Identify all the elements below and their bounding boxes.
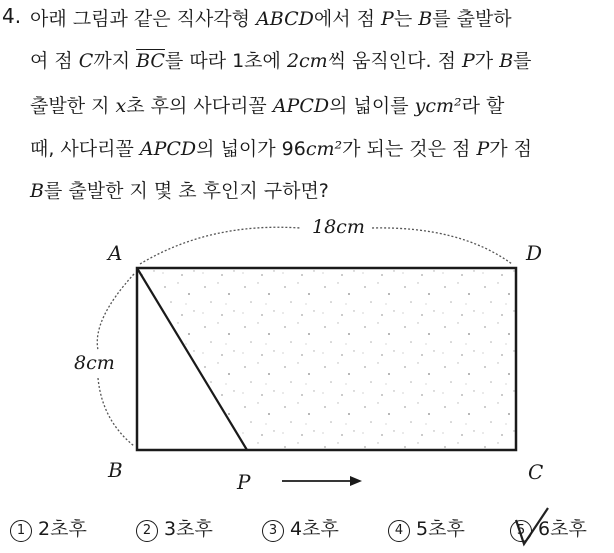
q2-v7: P [461,50,475,72]
vertex-label-p: P [237,470,251,494]
vertex-label-b: B [108,458,123,482]
left-dimension-arc [97,274,134,350]
q2-v9: B [499,50,514,72]
choice-1[interactable] [10,514,87,542]
q2-t4: 를 따라 1초에 [164,50,287,72]
choice-3[interactable] [262,514,339,542]
vertex-label-c: C [528,460,544,484]
q4-v5: P [476,138,490,160]
q4-t4: 가 되는 것은 점 [342,138,477,160]
q4-t2: 의 넓이가 96 [196,138,306,160]
choice-4-marker: 4 [388,520,410,542]
choice-4-text: 5초후 [416,518,465,540]
choice-2-text: 3초후 [164,518,213,540]
q2-v1: C [78,50,94,72]
choice-2[interactable] [136,514,213,542]
q2-seg: $\overline{BC}$ [136,50,165,72]
q2-t10: 를 [513,50,532,72]
choice-5-text: 6초후 [538,518,587,540]
direction-arrow-head [350,476,362,486]
vertex-label-a: A [108,241,123,265]
q2-t8: 가 [474,50,500,72]
q4-v1: APCD [139,138,197,160]
top-dimension-arc [140,227,300,264]
q1-t2: 에서 점 [313,8,382,30]
q1-t4: 는 [393,8,419,30]
q1-v1: ABCD [256,8,314,30]
choice-3-marker: 3 [262,520,284,542]
q2-t6: 씩 움직인다. 점 [327,50,462,72]
q3-v3: APCD [272,95,330,117]
top-dimension-label: 18cm [312,216,365,238]
choice-3-text: 4초후 [290,518,339,540]
choice-2-marker: 2 [136,520,158,542]
q3-v1: x [115,95,127,117]
q3-t4: 의 넓이를 [329,95,415,117]
q1-v3: P [381,8,394,30]
q1-t0: 아래 그림과 같은 직사각형 [30,8,257,30]
q4-t0: 때, 사다리꼴 [30,138,140,160]
choice-5-marker: 5 [510,520,532,542]
q3-t2: 초 후의 사다리꼴 [126,95,273,117]
question-number: 4. [2,4,22,28]
q5-v0: B [30,180,44,202]
q2-t2: 까지 [93,50,137,72]
q5-t1: 를 출발한 지 몇 초 후인지 구하면? [43,180,329,202]
q2-t0: 여 점 [30,50,79,72]
choice-1-text: 2초후 [38,518,87,540]
top-dimension-arc-right [372,228,512,264]
choice-4[interactable] [388,514,465,542]
choice-1-marker: 1 [10,520,32,542]
q3-v5: ycm² [414,95,462,117]
q4-t6: 가 점 [489,138,532,160]
left-dimension-label: 8cm [74,352,115,374]
left-dimension-arc-lower [98,378,134,446]
q4-v3: cm² [305,138,343,160]
trapezoid-apcd-shading [137,268,516,450]
choice-5[interactable] [510,514,587,542]
q1-t6: 를 출발하 [432,8,512,30]
q3-t0: 출발한 지 [30,95,116,117]
vertex-label-d: D [526,241,543,265]
q1-v5: B [418,8,433,30]
q3-t6: 라 할 [461,95,505,117]
q2-v5: 2cm [286,50,328,72]
